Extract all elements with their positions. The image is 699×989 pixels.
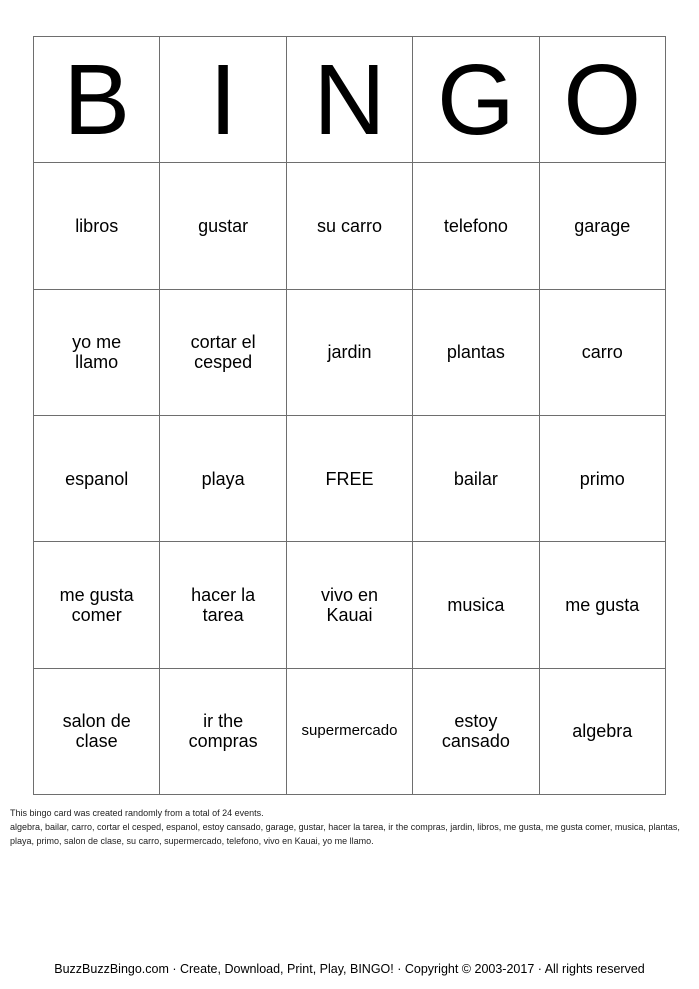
cell-text: algebra bbox=[572, 721, 633, 742]
header-cell-i bbox=[160, 37, 286, 163]
bingo-cell bbox=[540, 542, 666, 668]
bingo-cell bbox=[287, 290, 413, 416]
cell-text: cortar el cesped bbox=[190, 332, 256, 373]
card-description bbox=[10, 806, 690, 848]
bingo-cell bbox=[34, 416, 160, 542]
cell-text: musica bbox=[447, 594, 505, 615]
bingo-cell bbox=[160, 163, 286, 289]
cell-text: vivo en Kauai bbox=[320, 584, 378, 625]
cell-text: hacer la tarea bbox=[191, 584, 256, 625]
bingo-cell bbox=[287, 163, 413, 289]
cell-text: bailar bbox=[453, 468, 498, 489]
cell-text: garage bbox=[574, 215, 631, 236]
header-cell-o bbox=[540, 37, 666, 163]
free-space-cell bbox=[287, 416, 413, 542]
cell-text: espanol bbox=[65, 468, 129, 489]
header-cell-b bbox=[34, 37, 160, 163]
bingo-cell bbox=[160, 290, 286, 416]
bingo-cell bbox=[413, 416, 539, 542]
bingo-cell bbox=[413, 290, 539, 416]
bingo-cell bbox=[160, 542, 286, 668]
cell-text: plantas bbox=[446, 342, 505, 363]
cell-text: estoy cansado bbox=[441, 711, 510, 752]
bingo-cell bbox=[413, 669, 539, 795]
cell-text: carro bbox=[581, 342, 623, 363]
bingo-cell bbox=[34, 163, 160, 289]
cell-text: yo me llamo bbox=[72, 332, 122, 373]
bingo-cell bbox=[413, 163, 539, 289]
header-letter: N bbox=[313, 43, 386, 156]
cell-text: gustar bbox=[198, 215, 249, 236]
header-cell-g bbox=[413, 37, 539, 163]
cell-text: libros bbox=[75, 215, 119, 236]
bingo-cell bbox=[287, 669, 413, 795]
cell-text: ir the compras bbox=[188, 711, 258, 752]
bingo-cell bbox=[540, 163, 666, 289]
bingo-cell bbox=[160, 669, 286, 795]
event-list-text: algebra, bailar, carro, cortar el cesped, espanol, estoy cansado, garage, gustar, hacer la tarea, ir the compras, jardin, libros, me gusta, me gusta comer, musica, plantas, playa, primo, salon de clase, su carro, supermercado, telefono, vivo en Kauai, yo me llamo. bbox=[10, 822, 680, 846]
cell-text: me gusta bbox=[565, 594, 640, 615]
cell-text: supermercado bbox=[301, 722, 398, 740]
bingo-cell bbox=[413, 542, 539, 668]
header-letter: I bbox=[209, 43, 237, 156]
bingo-cell bbox=[287, 542, 413, 668]
cell-text: primo bbox=[579, 468, 625, 489]
cell-text: salon de clase bbox=[62, 711, 131, 752]
cell-text: me gusta comer bbox=[59, 584, 134, 625]
footer-copyright: BuzzBuzzBingo.com · Create, Download, Print, Play, BINGO! · Copyright © 2003-2017 · All rights reserved bbox=[54, 962, 645, 976]
cell-text: playa bbox=[201, 468, 245, 489]
bingo-card bbox=[33, 36, 666, 795]
bingo-cell bbox=[34, 290, 160, 416]
bingo-cell bbox=[540, 416, 666, 542]
bingo-cell bbox=[540, 290, 666, 416]
cell-text: telefono bbox=[443, 215, 508, 236]
bingo-cell bbox=[34, 542, 160, 668]
free-space-text: FREE bbox=[325, 468, 374, 489]
header-letter: O bbox=[563, 43, 642, 156]
bingo-cell bbox=[160, 416, 286, 542]
cell-text: su carro bbox=[316, 215, 382, 236]
header-letter: B bbox=[63, 43, 131, 156]
header-cell-n bbox=[287, 37, 413, 163]
bingo-cell bbox=[540, 669, 666, 795]
cell-text: jardin bbox=[327, 342, 372, 363]
header-letter: G bbox=[436, 43, 515, 156]
event-count-text: This bingo card was created randomly from a total of 24 events. bbox=[10, 808, 264, 818]
bingo-cell bbox=[34, 669, 160, 795]
